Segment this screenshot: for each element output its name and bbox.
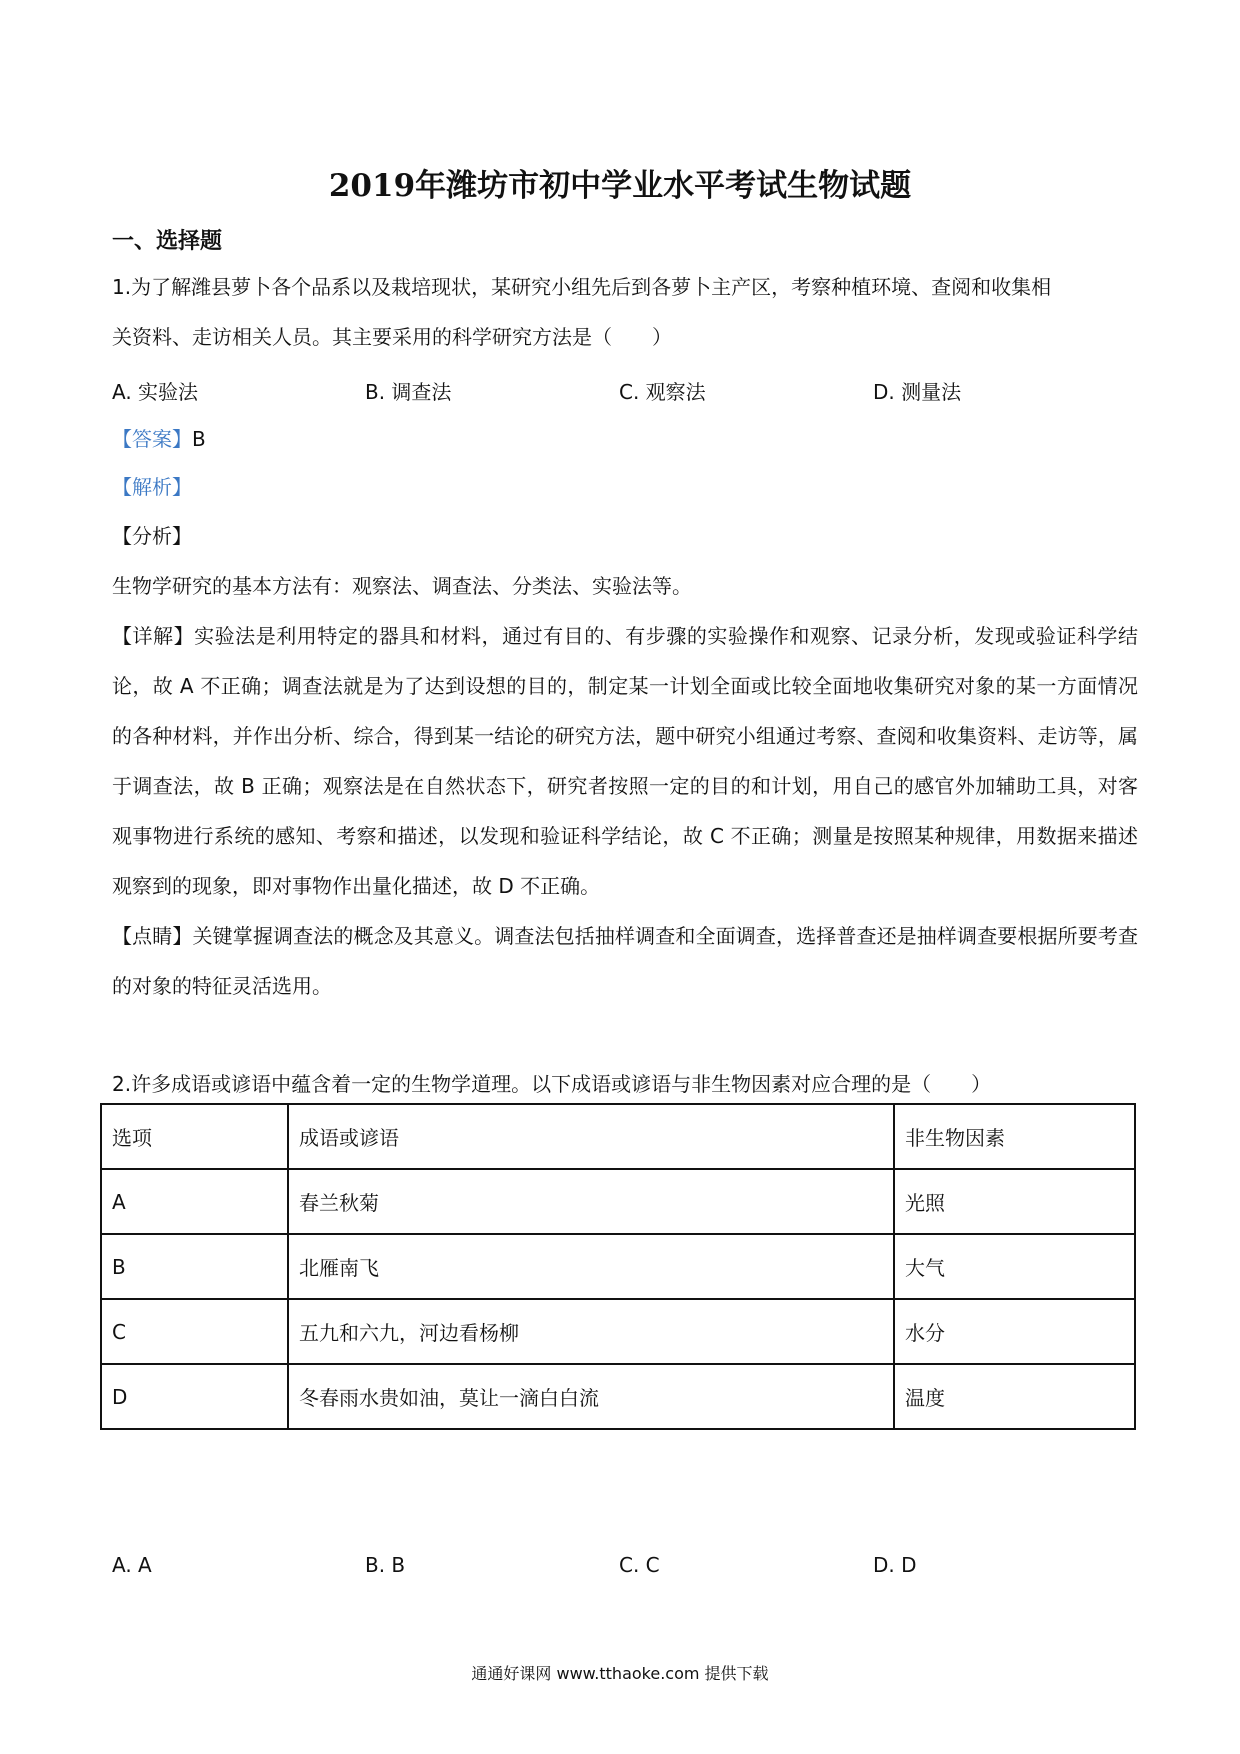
table-cell: C <box>101 1299 288 1364</box>
analysis-tag: 【解析】 <box>112 475 192 499</box>
table-cell: 冬春雨水贵如油，莫让一滴白白流 <box>288 1364 894 1429</box>
q1-option-c: C. 观察法 <box>619 380 706 404</box>
q2-option-c: C. C <box>619 1553 660 1577</box>
table-row <box>101 1299 1135 1364</box>
table-cell: 春兰秋菊 <box>288 1169 894 1234</box>
fenxi-tag: 【分析】 <box>112 524 192 548</box>
page-footer: 通通好课网 www.tthaoke.com 提供下载 <box>471 1664 769 1683</box>
table-cell: D <box>101 1364 288 1429</box>
dianjing-paragraph <box>112 911 1138 1011</box>
table-cell: 五九和六九，河边看杨柳 <box>288 1299 894 1364</box>
xiangjie-tag: 【详解】 <box>112 624 195 648</box>
fenxi-text: 生物学研究的基本方法有：观察法、调查法、分类法、实验法等。 <box>112 574 692 598</box>
table-cell: A <box>101 1169 288 1234</box>
table-cell: 水分 <box>894 1299 1135 1364</box>
q2-table <box>100 1103 1136 1430</box>
dianjing-tag: 【点睛】 <box>112 924 193 948</box>
table-header-cell: 选项 <box>101 1104 288 1169</box>
table-cell: 温度 <box>894 1364 1135 1429</box>
table-header-cell: 成语或谚语 <box>288 1104 894 1169</box>
answer-tag: 【答案】 <box>112 427 192 451</box>
dianjing-text: 关键掌握调查法的概念及其意义。调查法包括抽样调查和全面调查，选择普查还是抽样调查要根据所要考查的对象的特征灵活选用。 <box>112 924 1139 998</box>
table-row <box>101 1234 1135 1299</box>
table-cell: 光照 <box>894 1169 1135 1234</box>
q2-option-a: A. A <box>112 1553 152 1577</box>
q2-stem: 2.许多成语或谚语中蕴含着一定的生物学道理。以下成语或谚语与非生物因素对应合理的是（ ） <box>112 1072 992 1096</box>
q1-stem-line-1: 1.为了解潍县萝卜各个品系以及栽培现状，某研究小组先后到各萝卜主产区，考察种植环境、查阅和收集相 <box>112 275 1052 299</box>
q2-option-d: D. D <box>873 1553 917 1577</box>
q2-option-b: B. B <box>365 1553 406 1577</box>
xiangjie-paragraph <box>112 611 1138 911</box>
table-cell: 北雁南飞 <box>288 1234 894 1299</box>
q1-option-b: B. 调查法 <box>365 380 452 404</box>
answer-value: B <box>192 427 206 451</box>
table-row <box>101 1364 1135 1429</box>
q1-option-a: A. 实验法 <box>112 380 199 404</box>
table-header-cell: 非生物因素 <box>894 1104 1135 1169</box>
table-row <box>101 1169 1135 1234</box>
table-cell: 大气 <box>894 1234 1135 1299</box>
q1-stem-line-2: 关资料、走访相关人员。其主要采用的科学研究方法是（ ） <box>112 325 672 349</box>
section-heading: 一、选择题 <box>112 229 223 254</box>
q1-answer-line <box>112 414 1138 464</box>
table-cell: B <box>101 1234 288 1299</box>
table-header-row <box>101 1104 1135 1169</box>
xiangjie-text: 实验法是利用特定的器具和材料，通过有目的、有步骤的实验操作和观察、记录分析，发现或验证科学结论，故 A 不正确；调查法就是为了达到设想的目的，制定某一计划全面或比较全面地收集研究对象的某一方面情况的各种材料，并作出分析、综合，得到某一结论的研究方法，题中研究小组通过考察、查阅和收集资料、走访等，属于调查法，故 B 正确；观察法是在自然状态下，研究者按照一定的目的和计划，用自己的感官外加辅助工具，对客观事物进行系统的感知、考察和描述，以发现和验证科学结论，故 C 不正确；测量是按照某种规律，用数据来描述观察到的现象，即对事物作出量化描述，故 D 不正确。 <box>112 624 1139 898</box>
page-title: 2019年潍坊市初中学业水平考试生物试题 <box>328 168 912 204</box>
q1-option-d: D. 测量法 <box>873 380 962 404</box>
